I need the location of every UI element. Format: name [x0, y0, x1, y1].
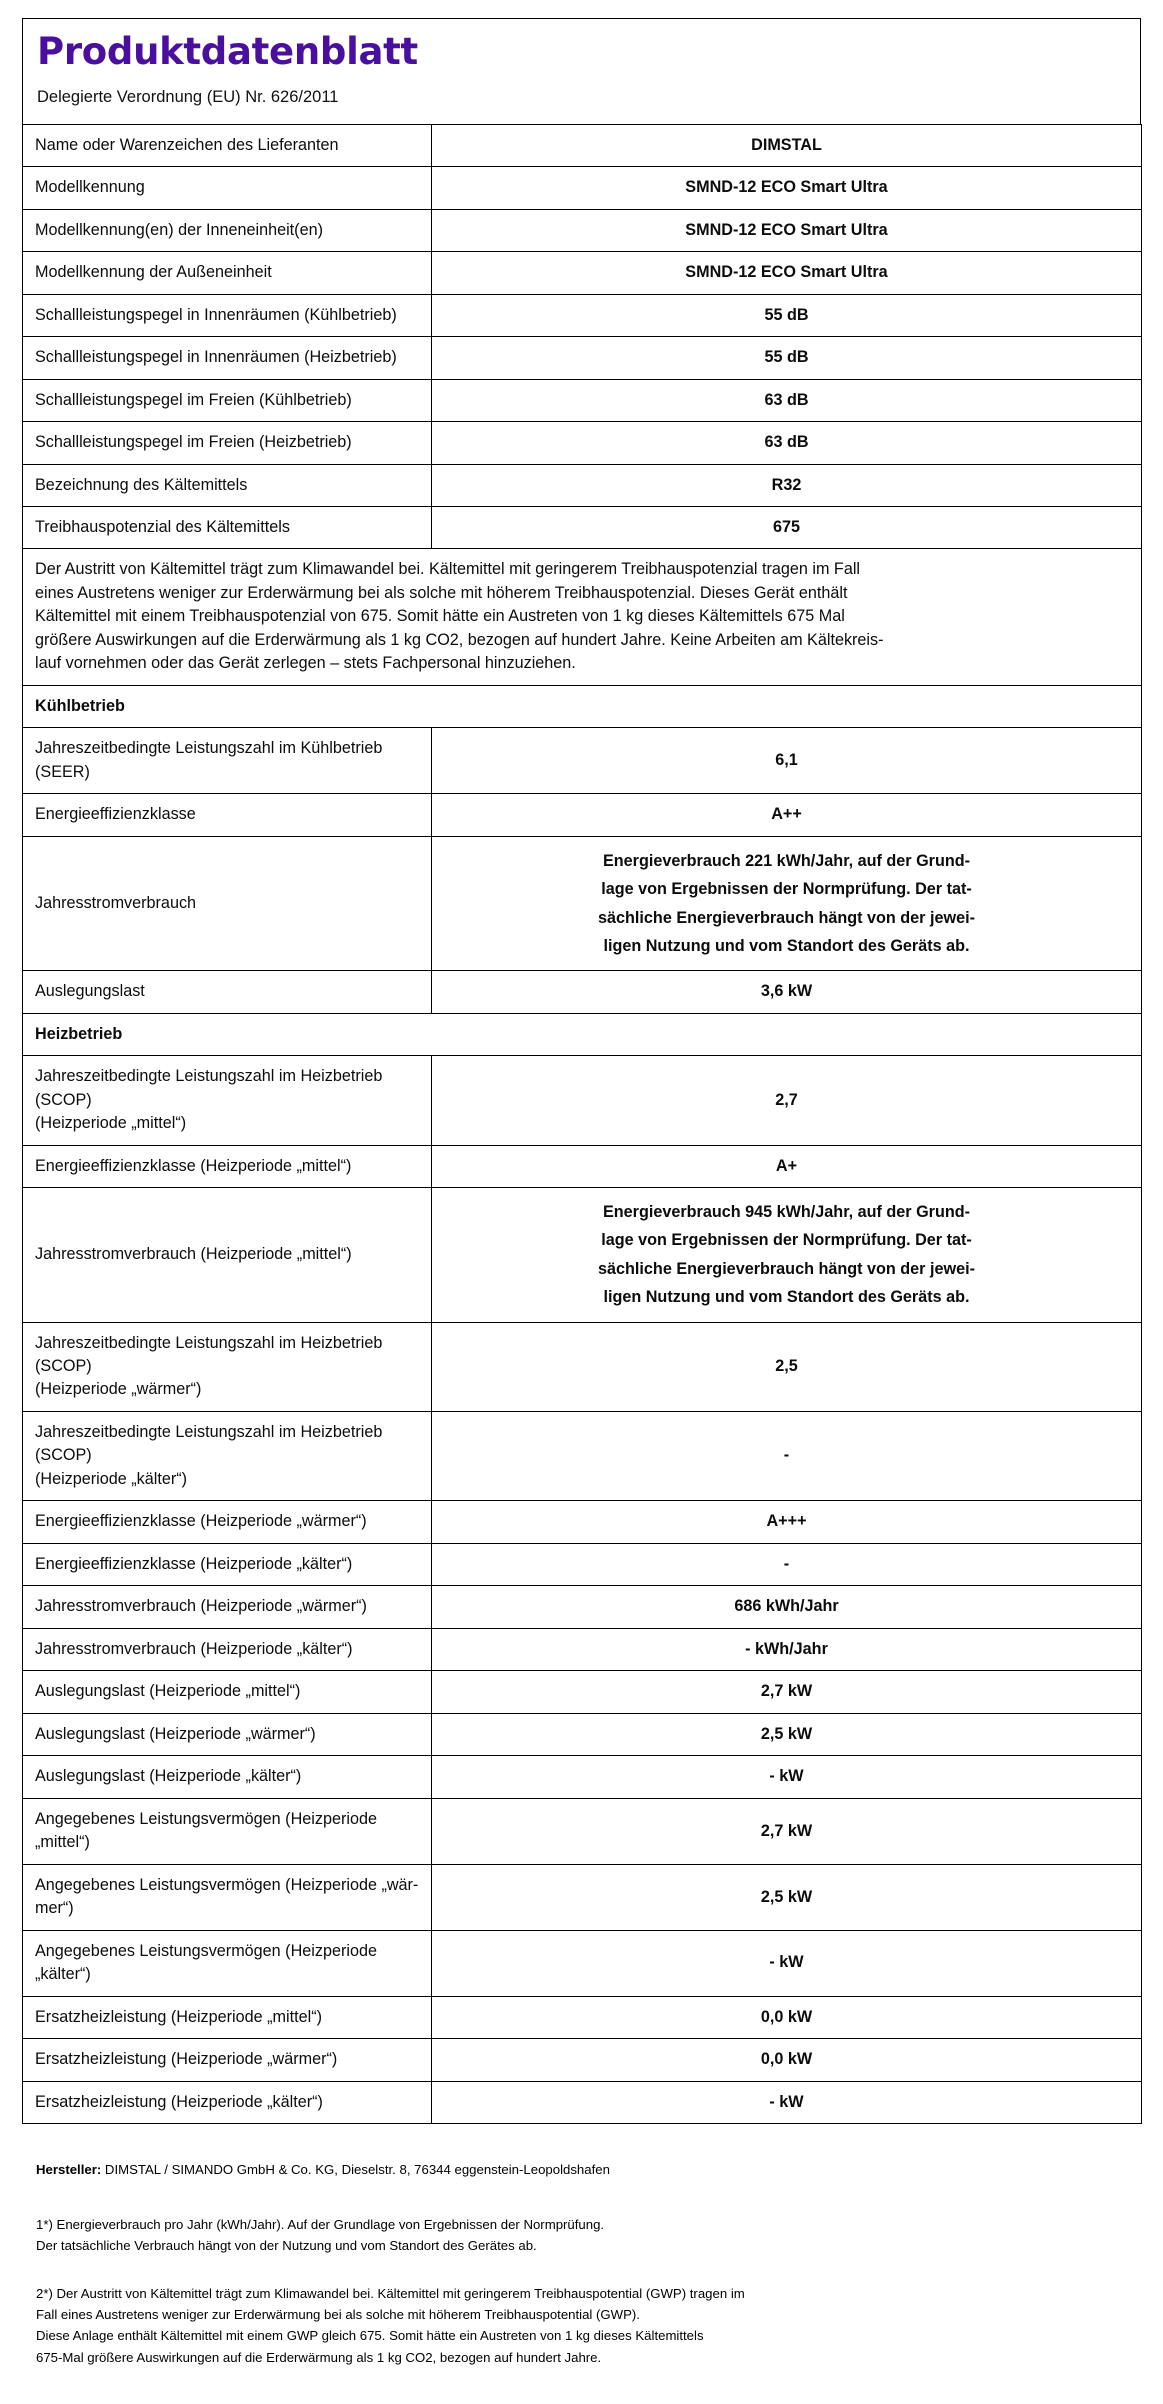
row-value-cell: - kW — [432, 1930, 1142, 1996]
table-row — [23, 549, 1142, 685]
row-value-cell: - kW — [432, 1756, 1142, 1798]
refrigerant-note-line: Kältemittel mit einem Treibhauspotenzial von 675. Somit hätte ein Austreten von 1 kg dieses Kältemittels 675 Mal — [35, 607, 845, 626]
row-label-cell: Ersatzheizleistung (Heizperiode „kälter“) — [23, 2081, 432, 2123]
row-label-cell — [23, 1864, 432, 1930]
footnote-line: Fall eines Austretens weniger zur Erderwärmung bei als solche mit höherem Treibhauspotential (GWP). — [36, 2307, 640, 2323]
row-label-cell: Modellkennung(en) der Inneneinheit(en) — [23, 209, 432, 251]
row-label-cell: Jahresstromverbrauch (Heizperiode „mittel“) — [23, 1188, 432, 1322]
row-value-line: ligen Nutzung und vom Standort des Geräts ab. — [603, 936, 970, 955]
table-row — [23, 2039, 1142, 2081]
row-value-cell: - — [432, 1411, 1142, 1500]
table-row — [23, 1056, 1142, 1145]
table-row — [23, 167, 1142, 209]
table-row — [23, 685, 1142, 727]
row-label-cell: Schallleistungspegel im Freien (Heizbetrieb) — [23, 422, 432, 464]
table-row — [23, 2081, 1142, 2123]
table-row — [23, 794, 1142, 836]
row-value-cell: 2,5 — [432, 1322, 1142, 1411]
footer-notes — [22, 2124, 1141, 2368]
row-label-cell — [23, 1322, 432, 1411]
refrigerant-note-line: Der Austritt von Kältemittel trägt zum Klimawandel bei. Kältemittel mit geringerem Treibhauspotenzial tragen im Fall — [35, 560, 861, 579]
table-row — [23, 1713, 1142, 1755]
refrigerant-note-line: lauf vornehmen oder das Gerät zerlegen – stets Fachpersonal hinzuziehen. — [35, 654, 576, 673]
table-row — [23, 728, 1142, 794]
row-value-cell: 0,0 kW — [432, 2039, 1142, 2081]
table-row — [23, 1628, 1142, 1670]
row-label-cell — [23, 1411, 432, 1500]
row-value-cell: DIMSTAL — [432, 124, 1142, 166]
row-label-cell: Angegebenes Leistungsvermögen (Heizperiode „mittel“) — [23, 1798, 432, 1864]
row-label-line: Jahreszeitbedingte Leistungszahl im Heizbetrieb (SCOP) — [35, 1333, 383, 1375]
row-value-line: sächliche Energieverbrauch hängt von der jewei- — [598, 1259, 975, 1278]
row-label-cell: Auslegungslast (Heizperiode „wärmer“) — [23, 1713, 432, 1755]
row-label-line: Jahreszeitbedingte Leistungszahl im Heizbetrieb (SCOP) — [35, 1422, 383, 1465]
table-row — [23, 464, 1142, 506]
row-label-cell: Schallleistungspegel in Innenräumen (Heizbetrieb) — [23, 337, 432, 379]
row-value-cell: 55 dB — [432, 337, 1142, 379]
row-value-cell: R32 — [432, 464, 1142, 506]
section-header-cell: Heizbetrieb — [23, 1013, 1142, 1055]
row-value-cell: - kWh/Jahr — [432, 1628, 1142, 1670]
manufacturer-line — [36, 2160, 1127, 2180]
row-value-cell: 55 dB — [432, 294, 1142, 336]
row-label-line: (Heizperiode „kälter“) — [35, 1469, 188, 1488]
row-value-cell: SMND-12 ECO Smart Ultra — [432, 252, 1142, 294]
row-label-cell: Modellkennung — [23, 167, 432, 209]
row-value-cell: 0,0 kW — [432, 1996, 1142, 2038]
table-row — [23, 337, 1142, 379]
row-value-cell: 63 dB — [432, 379, 1142, 421]
row-value-line: lage von Ergebnissen der Normprüfung. Der tat- — [601, 1231, 972, 1250]
row-label-cell: Auslegungslast (Heizperiode „kälter“) — [23, 1756, 432, 1798]
row-value-cell — [432, 1188, 1142, 1322]
footnote-line: Diese Anlage enthält Kältemittel mit einem GWP gleich 675. Somit hätte ein Austreten von 1 kg dieses Kältemittels — [36, 2328, 704, 2344]
row-label-cell: Energieeffizienzklasse (Heizperiode „wärmer“) — [23, 1501, 432, 1543]
row-label-cell: Jahresstromverbrauch (Heizperiode „wärmer“) — [23, 1586, 432, 1628]
table-row — [23, 1798, 1142, 1864]
table-row — [23, 209, 1142, 251]
footnote-line: 1*) Energieverbrauch pro Jahr (kWh/Jahr). Auf der Grundlage von Ergebnissen der Normprüfung. — [36, 2216, 605, 2232]
table-row — [23, 836, 1142, 970]
row-label-cell: Schallleistungspegel im Freien (Kühlbetrieb) — [23, 379, 432, 421]
row-value-line: Energieverbrauch 945 kWh/Jahr, auf der Grund- — [602, 1203, 971, 1222]
row-value-cell: A+ — [432, 1145, 1142, 1187]
table-row — [23, 422, 1142, 464]
row-value-cell: 3,6 kW — [432, 971, 1142, 1013]
refrigerant-note-line: größere Auswirkungen auf die Erderwärmung als 1 kg CO2, bezogen auf hundert Jahre. Keine Arbeiten am Kältekreis- — [35, 630, 884, 649]
row-label-cell: Jahreszeitbedingte Leistungszahl im Kühlbetrieb (SEER) — [23, 728, 432, 794]
table-row — [23, 1411, 1142, 1500]
row-value-cell: - — [432, 1543, 1142, 1585]
refrigerant-note-line: eines Austretens weniger zur Erderwärmung bei als solche mit höherem Treibhauspotenzial. Dieses Gerät enthält — [35, 583, 848, 602]
row-label-cell: Ersatzheizleistung (Heizperiode „mittel“) — [23, 1996, 432, 2038]
row-value-cell: SMND-12 ECO Smart Ultra — [432, 167, 1142, 209]
refrigerant-note-cell — [23, 549, 1142, 685]
footnotes-host — [36, 2214, 1127, 2368]
row-value-line: sächliche Energieverbrauch hängt von der jewei- — [598, 908, 975, 927]
row-value-cell: - kW — [432, 2081, 1142, 2123]
table-row — [23, 1756, 1142, 1798]
row-value-cell: 2,5 kW — [432, 1864, 1142, 1930]
table-row — [23, 252, 1142, 294]
row-label-cell: Bezeichnung des Kältemittels — [23, 464, 432, 506]
row-value-cell: A++ — [432, 794, 1142, 836]
document-subtitle: Delegierte Verordnung (EU) Nr. 626/2011 — [37, 87, 339, 106]
row-value-line: lage von Ergebnissen der Normprüfung. Der tat- — [601, 880, 972, 899]
row-label-cell: Modellkennung der Außeneinheit — [23, 252, 432, 294]
row-label-line: Angegebenes Leistungsvermögen (Heizperiode „wär- — [35, 1875, 419, 1894]
table-row — [23, 1543, 1142, 1585]
page-title: Produktdatenblatt — [37, 30, 418, 73]
row-value-line: Energieverbrauch 221 kWh/Jahr, auf der Grund- — [602, 851, 971, 870]
row-label-cell: Schallleistungspegel in Innenräumen (Kühlbetrieb) — [23, 294, 432, 336]
table-row — [23, 1586, 1142, 1628]
row-label-cell: Ersatzheizleistung (Heizperiode „wärmer“) — [23, 2039, 432, 2081]
row-value-cell: 2,5 kW — [432, 1713, 1142, 1755]
section-header-cell: Kühlbetrieb — [23, 685, 1142, 727]
row-value-cell: 2,7 kW — [432, 1798, 1142, 1864]
row-value-cell: 675 — [432, 507, 1142, 549]
row-value-cell: A+++ — [432, 1501, 1142, 1543]
table-row — [23, 1013, 1142, 1055]
row-value-line: ligen Nutzung und vom Standort des Geräts ab. — [603, 1288, 970, 1307]
table-row — [23, 294, 1142, 336]
row-label-cell: Energieeffizienzklasse (Heizperiode „kälter“) — [23, 1543, 432, 1585]
table-row — [23, 1864, 1142, 1930]
table-row — [23, 1188, 1142, 1322]
row-label-cell: Energieeffizienzklasse (Heizperiode „mittel“) — [23, 1145, 432, 1187]
manufacturer-value: DIMSTAL / SIMANDO GmbH & Co. KG, Dieselstr. 8, 76344 eggenstein-Leopoldshafen — [101, 2162, 610, 2178]
row-value-cell: 2,7 — [432, 1056, 1142, 1145]
row-label-cell — [23, 1056, 432, 1145]
row-label-line: (Heizperiode „mittel“) — [35, 1114, 187, 1133]
row-label-cell: Jahresstromverbrauch — [23, 836, 432, 970]
row-label-cell: Auslegungslast (Heizperiode „mittel“) — [23, 1671, 432, 1713]
document-header — [22, 18, 1141, 124]
table-row — [23, 1996, 1142, 2038]
table-row — [23, 1930, 1142, 1996]
specification-table-body — [23, 124, 1142, 2124]
table-row — [23, 1501, 1142, 1543]
specification-table — [22, 124, 1142, 2125]
row-label-line: Jahreszeitbedingte Leistungszahl im Heizbetrieb (SCOP) — [35, 1067, 383, 1109]
table-row — [23, 1671, 1142, 1713]
manufacturer-label: Hersteller: — [36, 2162, 102, 2178]
row-value-cell: SMND-12 ECO Smart Ultra — [432, 209, 1142, 251]
footnote-line: Der tatsächliche Verbrauch hängt von der Nutzung und vom Standort des Gerätes ab. — [36, 2238, 537, 2254]
row-value-cell: 2,7 kW — [432, 1671, 1142, 1713]
row-label-cell: Jahresstromverbrauch (Heizperiode „kälter“) — [23, 1628, 432, 1670]
row-label-line: (Heizperiode „wärmer“) — [35, 1380, 202, 1399]
row-value-cell — [432, 836, 1142, 970]
footnote-line: 675-Mal größere Auswirkungen auf die Erderwärmung als 1 kg CO2, bezogen auf hundert Jahre. — [36, 2349, 602, 2365]
row-value-cell: 63 dB — [432, 422, 1142, 464]
row-label-cell: Treibhauspotenzial des Kältemittels — [23, 507, 432, 549]
footnote-line: 2*) Der Austritt von Kältemittel trägt zum Klimawandel bei. Kältemittel mit geringerem Treibhauspotential (GWP) tragen im — [36, 2285, 745, 2301]
row-label-cell: Name oder Warenzeichen des Lieferanten — [23, 124, 432, 166]
table-row — [23, 379, 1142, 421]
footnote — [36, 2214, 1127, 2257]
table-row — [23, 124, 1142, 166]
table-row — [23, 507, 1142, 549]
row-label-cell: Angegebenes Leistungsvermögen (Heizperiode „kälter“) — [23, 1930, 432, 1996]
row-value-cell: 686 kWh/Jahr — [432, 1586, 1142, 1628]
table-row — [23, 1145, 1142, 1187]
footnote — [36, 2283, 1127, 2369]
row-value-cell: 6,1 — [432, 728, 1142, 794]
row-label-cell: Auslegungslast — [23, 971, 432, 1013]
row-label-line: mer“) — [35, 1899, 74, 1918]
table-row — [23, 1322, 1142, 1411]
table-row — [23, 971, 1142, 1013]
row-label-cell: Energieeffizienzklasse — [23, 794, 432, 836]
